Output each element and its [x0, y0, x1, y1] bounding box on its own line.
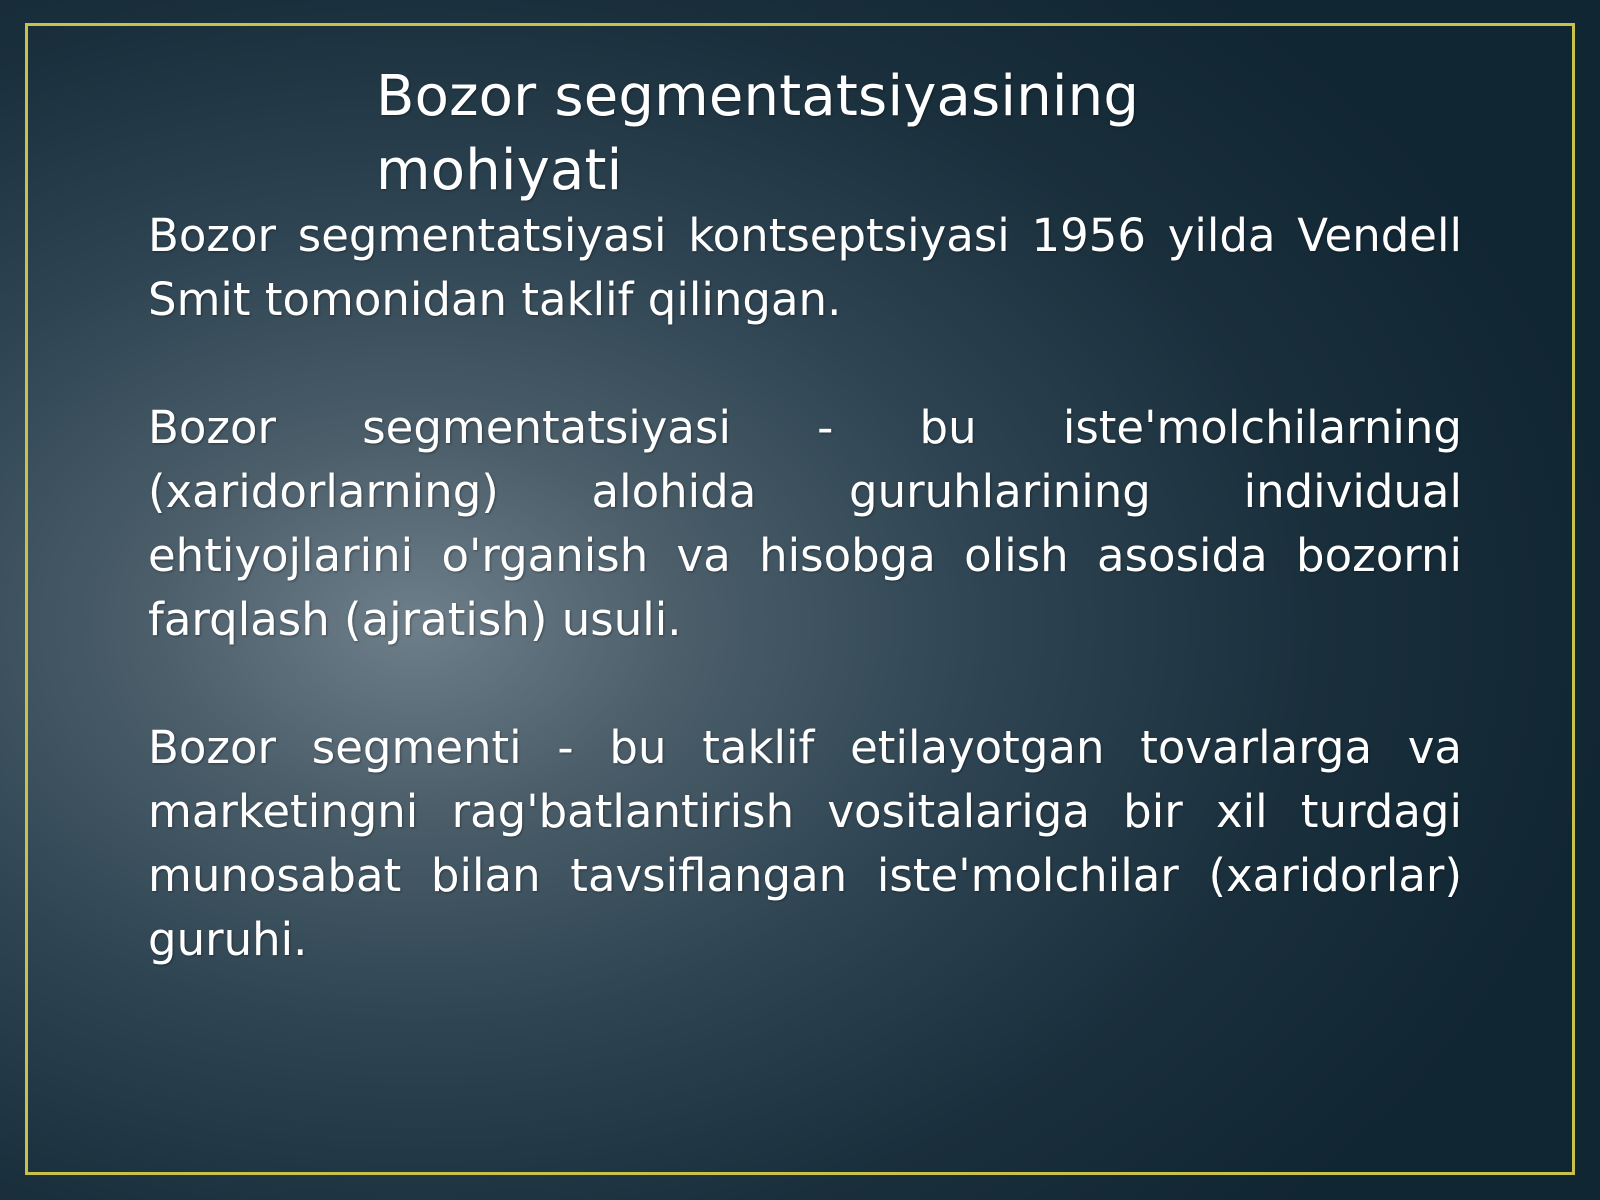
- paragraph-spacer: [148, 652, 1462, 716]
- slide-title: Bozor segmentatsiyasining mohiyati: [376, 64, 1140, 203]
- paragraph-concept-origin: Bozor segmentatsiyasi kontseptsiyasi 1956 yilda Vendell Smit tomonidan taklif qilingan.: [148, 209, 1462, 326]
- paragraph-spacer: [148, 332, 1462, 396]
- paragraph-segmentation-definition: Bozor segmentatsiyasi - bu iste'molchilarning (xaridorlarning) alohida guruhlarining individual ehtiyojlarini o'rganish va hisobga olish asosida bozorni farqlash (ajratish) usuli.: [148, 401, 1462, 646]
- slide-body: [148, 204, 1462, 972]
- paragraph-segment-definition: Bozor segmenti - bu taklif etilayotgan tovarlarga va marketingni rag'batlantirish vositalariga bir xil turdagi munosabat bilan tavsiflangan iste'molchilar (xaridorlar) guruhi.: [148, 721, 1462, 966]
